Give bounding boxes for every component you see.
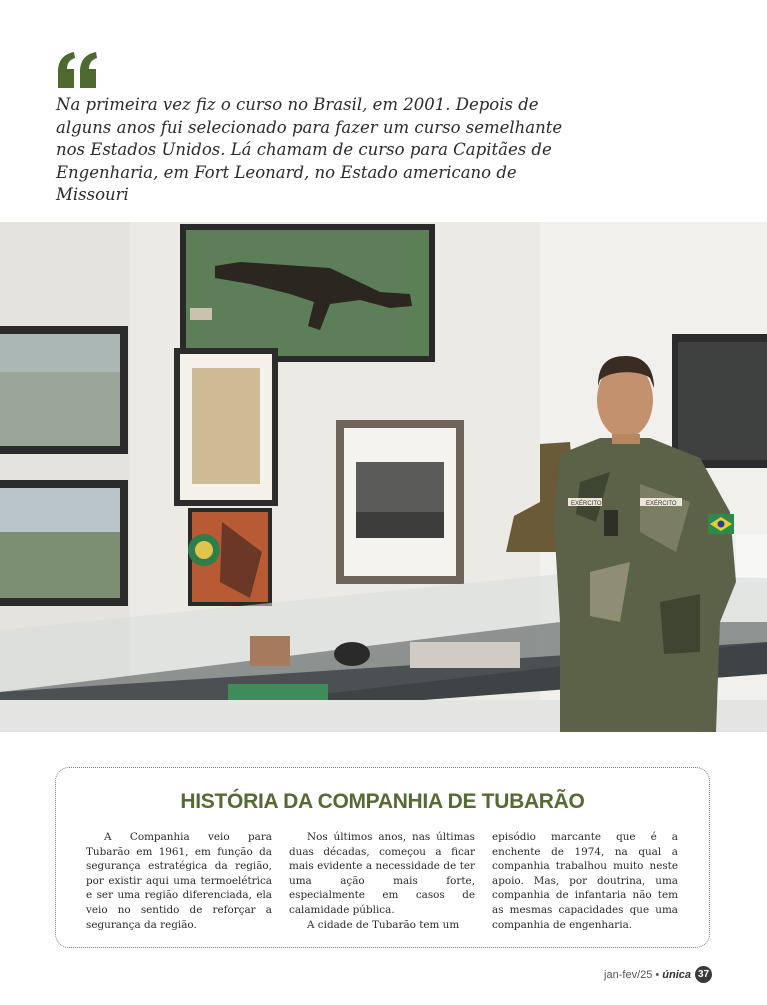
history-paragraph: episódio marcante que é a enchente de 1974, na qual a companhia trabalhou muito neste apoio. Mas, por doutrina, uma companhia de infantaria não tem as mesmas capacidades que uma companhia de engenharia. <box>492 831 678 931</box>
pull-quote <box>56 94 576 207</box>
history-column-1 <box>86 830 272 932</box>
history-sidebar-box <box>55 767 710 948</box>
history-paragraph: A Companhia veio para Tubarão em 1961, em função da segurança estratégica da região, por existir aqui uma termoelétrica e ser uma região diferenciada, ela veio no sentido de reforçar a segurança da região. <box>86 831 272 931</box>
history-paragraph: A cidade de Tubarão tem um <box>307 918 460 931</box>
issue-date: jan-fev/25 • <box>604 968 660 981</box>
uniform-tag-right: EXÉRCITO <box>646 501 677 507</box>
certificate-frame <box>174 348 278 506</box>
history-column-3 <box>492 830 678 932</box>
quote-mark-icon <box>56 52 98 88</box>
history-title: HISTÓRIA DA COMPANHIA DE TUBARÃO <box>180 790 585 813</box>
rifle-display-frame <box>180 224 435 362</box>
history-column-2 <box>289 830 475 932</box>
page-footer <box>604 966 712 983</box>
group-photo-frame <box>336 420 464 584</box>
magazine-name: única <box>662 968 691 981</box>
page-number: 37 <box>695 966 712 983</box>
uniform-tag-left: EXÉRCITO <box>571 501 602 507</box>
quote-line: nos Estados Unidos. Lá chamam de curso para Capitães de <box>56 140 552 159</box>
quote-line: alguns anos fui selecionado para fazer um curso semelhante <box>56 117 563 137</box>
history-paragraph: Nos últimos anos, nas últimas duas décadas, começou a ficar mais evidente a necessidade de ter uma ação mais forte, especialmente em casos de calamidade pública. <box>289 831 475 916</box>
painting <box>188 508 272 606</box>
quote-line: Engenharia, em Fort Leonard, no Estado americano de Missouri <box>56 162 517 204</box>
history-columns <box>86 830 678 932</box>
museum-photo <box>0 222 767 732</box>
quote-line: Na primeira vez fiz o curso no Brasil, em 2001. Depois de <box>56 95 539 114</box>
